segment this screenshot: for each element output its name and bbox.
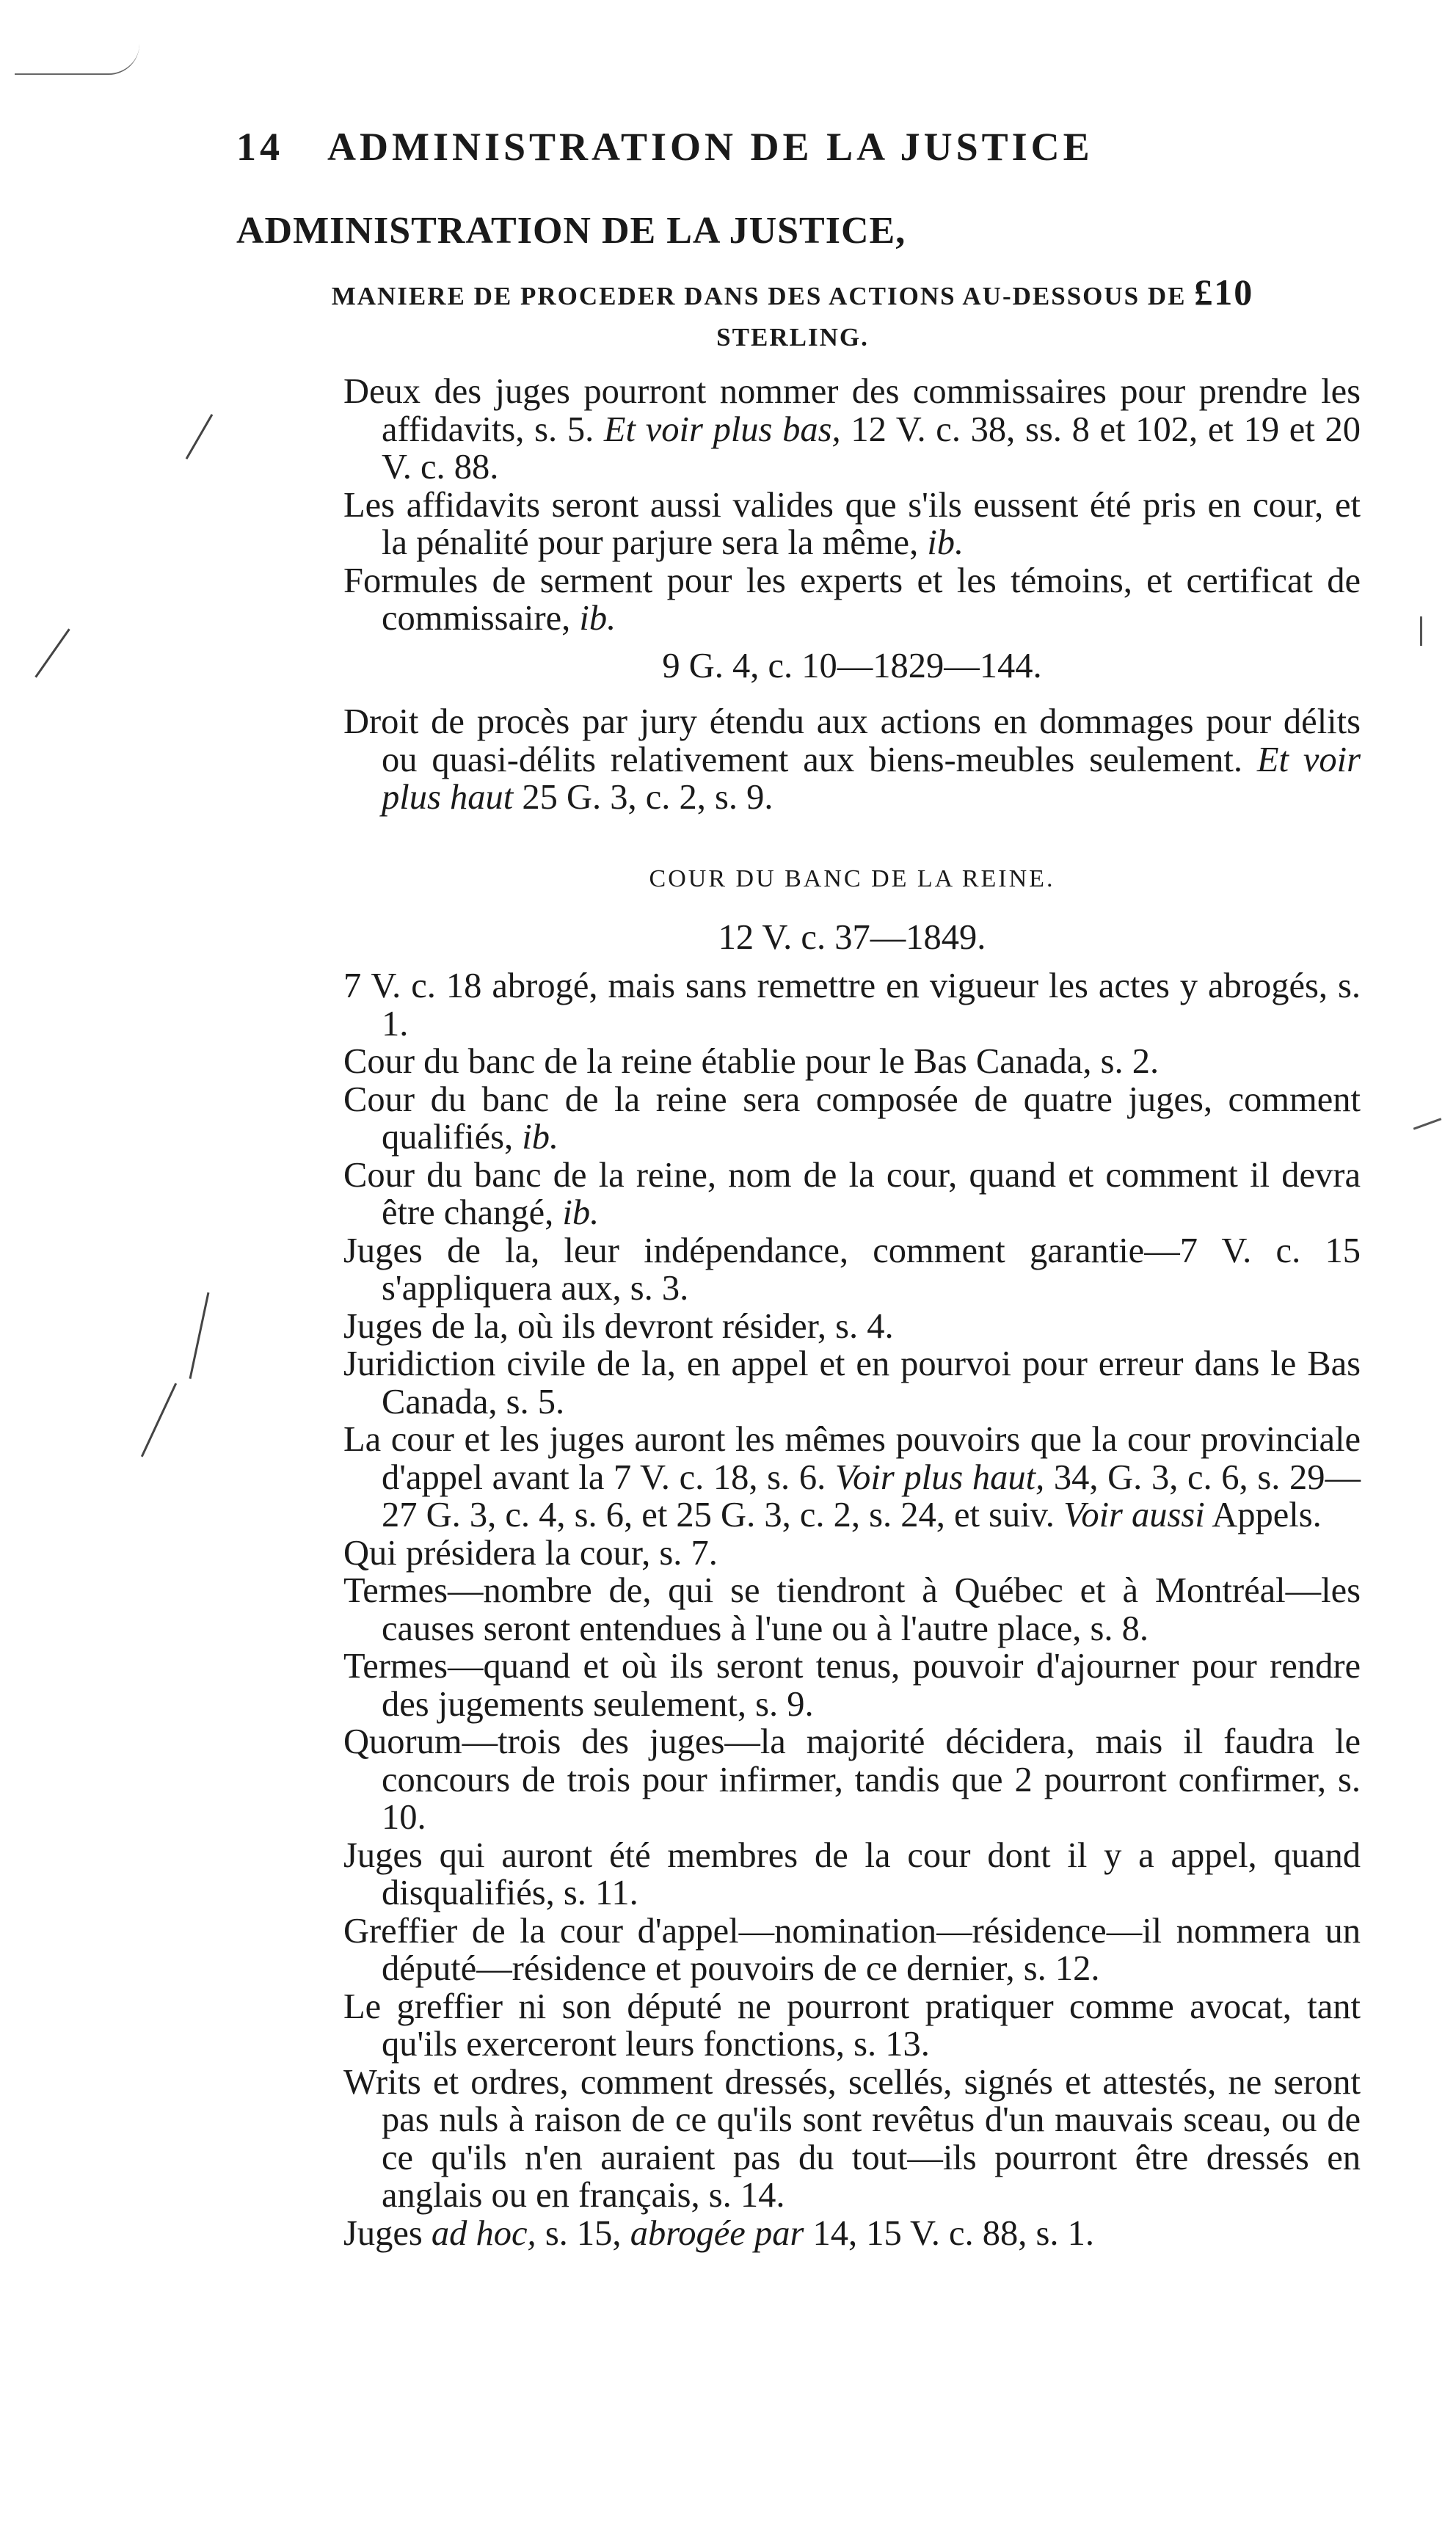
entries-block-1: [343, 373, 1361, 638]
index-entry: [343, 1232, 1361, 1308]
entry-text: Termes—nombre de, qui se tiendront à Québec et à Montréal—les causes seront entendues à l'une ou à l'autre place, s. 8.: [343, 1571, 1361, 1648]
entry-text: Le greffier ni son député ne pourront pratiquer comme avocat, tant qu'ils exerceront leurs fonctions, s. 13.: [343, 1987, 1361, 2064]
index-entry: [343, 1534, 1361, 1573]
statute-citation: 9 G. 4, c. 10—1829—144.: [662, 647, 1042, 685]
entry-text: 34, G. 3, c. 6, s. 29—27 G. 3, c. 4, s. 6, et 25 G. 3, c. 2, s. 24, et suiv.: [382, 1457, 1361, 1534]
index-entry: [343, 1723, 1361, 1837]
subsection-amount: £10: [1194, 272, 1254, 313]
court-heading-block: [343, 859, 1361, 900]
statute-heading-2: [343, 917, 1361, 958]
entry-text: Quorum—trois des juges—la majorité décidera, mais il faudra le concours de trois pour infirmer, tandis que 2 pourront confirmer, s. 10.: [343, 1722, 1361, 1837]
court-heading: COUR DU BANC DE LA REINE.: [649, 865, 1055, 892]
index-entry: [343, 703, 1361, 817]
entry-italic: ad hoc,: [431, 2213, 536, 2253]
index-entry: [343, 487, 1361, 562]
index-entry: [343, 1043, 1361, 1081]
entries-block-2: [343, 703, 1361, 817]
entry-text: Juridiction civile de la, en appel et en pourvoi pour erreur dans le Bas Canada, s. 5.: [343, 1344, 1361, 1421]
index-entry: [343, 1572, 1361, 1648]
index-entry: [343, 2064, 1361, 2215]
entry-italic: Et voir plus haut: [382, 740, 1361, 817]
entry-text: Deux des juges pourront nommer des commissaires pour prendre les affidavits, s. 5.: [343, 372, 1361, 449]
index-entry: [343, 1837, 1361, 1912]
index-entry: [343, 1308, 1361, 1346]
subsection-heading: [220, 272, 1365, 358]
entry-text: Juges de la, où ils devront résider, s. 4.: [343, 1306, 894, 1346]
entry-text: Greffier de la cour d'appel—nomination—résidence—il nommera un député—résidence et pouvoirs de ce dernier, s. 12.: [343, 1911, 1361, 1988]
entry-italic: Voir plus haut,: [834, 1457, 1045, 1497]
page-number: 14: [236, 125, 283, 169]
entry-italic: Et voir plus bas,: [603, 409, 841, 449]
index-entry: [343, 373, 1361, 487]
entry-text: 25 G. 3, c. 2, s. 9.: [513, 778, 774, 817]
entry-text: s. 15,: [536, 2213, 630, 2253]
entry-text: Les affidavits seront aussi valides que s'ils eussent été pris en cour, et la pénalité pour parjure sera la même,: [343, 485, 1361, 562]
entry-text: 7 V. c. 18 abrogé, mais sans remettre en vigueur les actes y abrogés, s. 1.: [343, 966, 1361, 1044]
running-title: ADMINISTRATION DE LA JUSTICE: [327, 125, 1093, 169]
scan-mark: [1420, 616, 1422, 646]
court-entries: [343, 967, 1361, 2252]
entry-text: Cour du banc de la reine établie pour le Bas Canada, s. 2.: [343, 1042, 1160, 1081]
scan-mark: [141, 1383, 177, 1457]
entry-text: Termes—quand et où ils seront tenus, pouvoir d'ajourner pour rendre des jugements seulement, s. 9.: [343, 1647, 1361, 1724]
index-entry: [343, 1157, 1361, 1232]
entry-text: Juges qui auront été membres de la cour dont il y a appel, quand disqualifiés, s. 11.: [343, 1835, 1361, 1912]
scan-mark: [189, 1292, 210, 1379]
index-entry: [343, 1648, 1361, 1723]
entry-italic: ib.: [579, 599, 616, 638]
index-entry: [343, 1081, 1361, 1157]
statute-heading-1: [343, 646, 1361, 687]
index-entry: [343, 967, 1361, 1043]
index-entry: [343, 1345, 1361, 1421]
entry-text: Formules de serment pour les experts et les témoins, et certificat de commissaire,: [343, 561, 1361, 638]
entry-italic: ib.: [522, 1118, 559, 1157]
index-entry: [343, 562, 1361, 638]
scan-mark: [1413, 1118, 1442, 1130]
entry-italic: ib.: [927, 523, 964, 562]
index-entry: [343, 1912, 1361, 1988]
index-entry: [343, 1988, 1361, 2064]
entry-text: Writs et ordres, comment dressés, scellés, signés et attestés, ne seront pas nuls à raison de ce qu'ils sont revêtus d'un mauvais sceau, ou de ce qu'ils n'en auraient pas du tout—ils pourront être dressés en anglais ou en français, s. 14.: [343, 2062, 1361, 2215]
scan-mark: [34, 628, 70, 677]
entry-text: Juges de la, leur indépendance, comment garantie—7 V. c. 15 s'appliquera aux, s. 3.: [343, 1231, 1361, 1308]
index-entry: [343, 2215, 1361, 2253]
entry-text: Cour du banc de la reine sera composée de quatre juges, comment qualifiés,: [343, 1080, 1361, 1157]
entry-text: Juges: [343, 2213, 432, 2253]
entry-text: 12 V. c. 38, ss. 8 et 102, et 19 et 20 V. c. 88.: [382, 409, 1361, 487]
entry-italic: Voir aussi: [1063, 1496, 1205, 1534]
entry-text: Cour du banc de la reine, nom de la cour, quand et comment il devra être changé,: [343, 1155, 1361, 1232]
subsection-line-1: MANIERE DE PROCEDER DANS DES ACTIONS AU-DESSOUS DE: [331, 282, 1187, 310]
subsection-line-2: STERLING.: [716, 323, 869, 352]
scan-mark: [15, 44, 139, 75]
scan-mark: [186, 414, 214, 459]
entry-text: La cour et les juges auront les mêmes pouvoirs que la cour provinciale d'appel avant la 7 V. c. 18, s. 6.: [343, 1420, 1361, 1497]
entry-text: Qui présidera la cour, s. 7.: [343, 1533, 718, 1573]
entry-text: Appels.: [1204, 1496, 1322, 1534]
entry-text: Droit de procès par jury étendu aux actions en dommages pour délits ou quasi-délits relativement aux biens-meubles seulement.: [343, 702, 1361, 779]
section-title: ADMINISTRATION DE LA JUSTICE,: [236, 210, 906, 252]
statute-citation: 12 V. c. 37—1849.: [718, 918, 986, 957]
entry-italic: abrogée par: [630, 2213, 804, 2253]
entry-text: 14, 15 V. c. 88, s. 1.: [804, 2213, 1095, 2253]
index-entry: [343, 1421, 1361, 1534]
entry-italic: ib.: [562, 1193, 600, 1232]
running-header: [236, 117, 1264, 176]
